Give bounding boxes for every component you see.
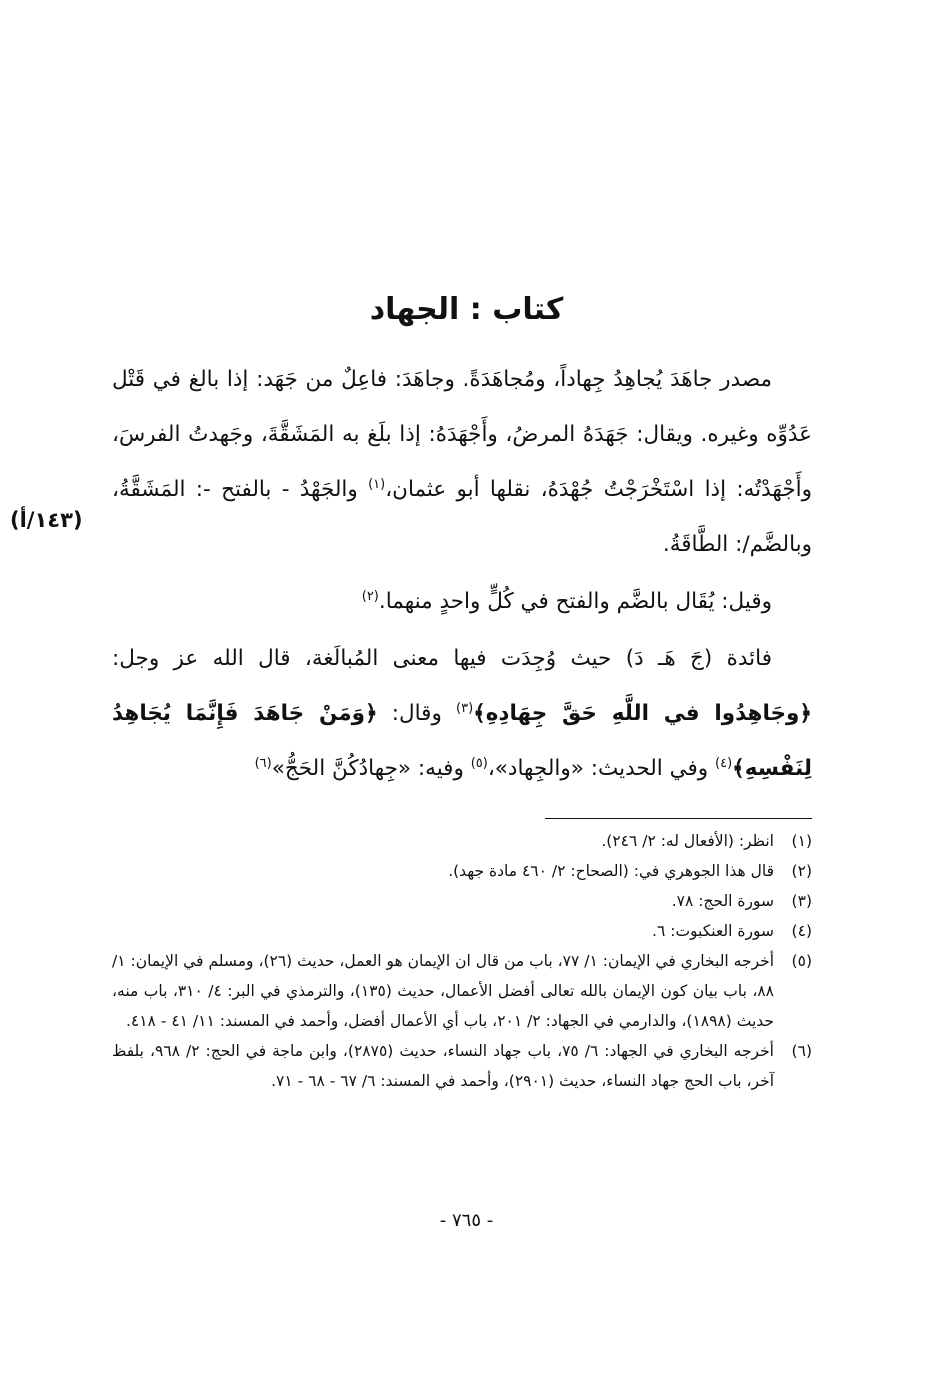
footnote-ref[interactable]: (٣) xyxy=(456,700,474,716)
footnote-item xyxy=(112,946,812,1036)
footnote-text: أخرجه البخاري في الإيمان: ١/ ٧٧، باب من قال ان الإيمان هو العمل، حديث (٢٦)، ومسلم في الإيمان: ١/ ٨٨، باب بيان كون الإيمان بالله تعالى أفضل الأعمال، حديث (١٣٥)، والترمذي في البر: ٤/ ٣١٠، باب منه، حديث (١٨٩٨)، والدارمي في الجهاد: ٢/ ٢٠١، باب أي الأعمال أفضل، وأحمد في المسند: ١١/ ٤١ - ٤١٨. xyxy=(112,952,775,1030)
footnote-ref[interactable]: (٦) xyxy=(254,755,272,771)
quran-verse: ﴿وجَاهِدُوا في اللَّهِ حَقَّ جِهَادِهِ﴾ xyxy=(473,701,812,726)
footnote-item xyxy=(112,1036,812,1096)
paragraph-text: وفيه: «جِهادُكُنَّ الحَجُّ» xyxy=(271,756,464,781)
footnote-number: (٥) xyxy=(791,952,812,970)
footnote-ref[interactable]: (٢) xyxy=(361,588,379,604)
footnote-number: (٢) xyxy=(791,862,812,880)
paragraph-text: مصدر جاهَدَ يُجاهِدُ جِهاداً، ومُجاهَدَةً. وجاهَدَ: فاعِلٌ من جَهَد: إذا بالغ في قَتْل عَدُوِّه وغيره. ويقال: جَهَدَهُ المرضُ، وأَجْهَدَهُ: إذا بلَغ به المَشَقَّةَ، وجَهدتُ الفرسَ، وأَجْهَدْتُه: إذا اسْتَخْرَجْتُ جُهْدَهُ، نقلها أبو عثمان، xyxy=(112,367,812,502)
footnote-text: قال هذا الجوهري في: (الصحاح: ٢/ ٤٦٠ مادة جهد). xyxy=(448,862,774,880)
paragraph-text: وقيل: يُقَال بالضَّم والفتح في كُلٍّ واحدٍ منهما. xyxy=(378,589,772,614)
paragraph-text: وقال: xyxy=(391,701,442,726)
footnotes-section xyxy=(112,826,812,1096)
footnote-ref[interactable]: (٤) xyxy=(715,755,733,771)
quran-verse: ﴿وَمَنْ جَاهَدَ فَإِنَّمَا يُجَاهِدُ لِنَفْسِهِ﴾ xyxy=(112,701,812,781)
footnote-ref[interactable]: (١) xyxy=(368,476,386,492)
paragraph-variant xyxy=(112,574,812,629)
footnote-text: انظر: (الأفعال له: ٢/ ٢٤٦). xyxy=(601,832,774,850)
footnote-item xyxy=(112,826,812,856)
footnote-number: (٦) xyxy=(791,1042,812,1060)
paragraph-benefit xyxy=(112,631,812,796)
paragraph-text: فائدة (جَ هَـ دَ) حيث وُجِدَت فيها معنى المُبالَغة، قال الله عز وجل: xyxy=(112,646,772,671)
footnote-text: سورة الحج: ٧٨. xyxy=(671,892,774,910)
page-number: - ٧٦٥ - xyxy=(439,1210,494,1231)
footnote-text: أخرجه البخاري في الجهاد: ٦/ ٧٥، باب جهاد النساء، حديث (٢٨٧٥)، وابن ماجة في الحج: ٢/ ٩٦٨، بلفظ آخر، باب الحج جهاد النساء، حديث (٢٩٠١)، وأحمد في المسند: ٦/ ٦٧ - ٦٨ - ٧١. xyxy=(112,1042,774,1090)
footnote-divider xyxy=(545,818,812,819)
footnote-number: (١) xyxy=(791,832,812,850)
footnote-item xyxy=(112,856,812,886)
paragraph-text: والجَهْدُ - بالفتح -: المَشَقَّةُ، وبالضَّم/: الطَّاقَةُ. xyxy=(112,477,812,557)
main-body xyxy=(112,352,812,796)
footnote-ref[interactable]: (٥) xyxy=(470,755,488,771)
footnote-text: سورة العنكبوت: ٦. xyxy=(652,922,774,940)
paragraph-text: وفي الحديث: «والجِهاد»، xyxy=(487,756,709,781)
paragraph-definition xyxy=(112,352,812,572)
chapter-title: كتاب : الجهاد xyxy=(369,292,564,327)
footnote-number: (٣) xyxy=(791,892,812,910)
manuscript-folio-note: (١٤٣/أ) xyxy=(10,508,83,532)
footnote-item xyxy=(112,886,812,916)
footnote-item xyxy=(112,916,812,946)
footnote-number: (٤) xyxy=(791,922,812,940)
